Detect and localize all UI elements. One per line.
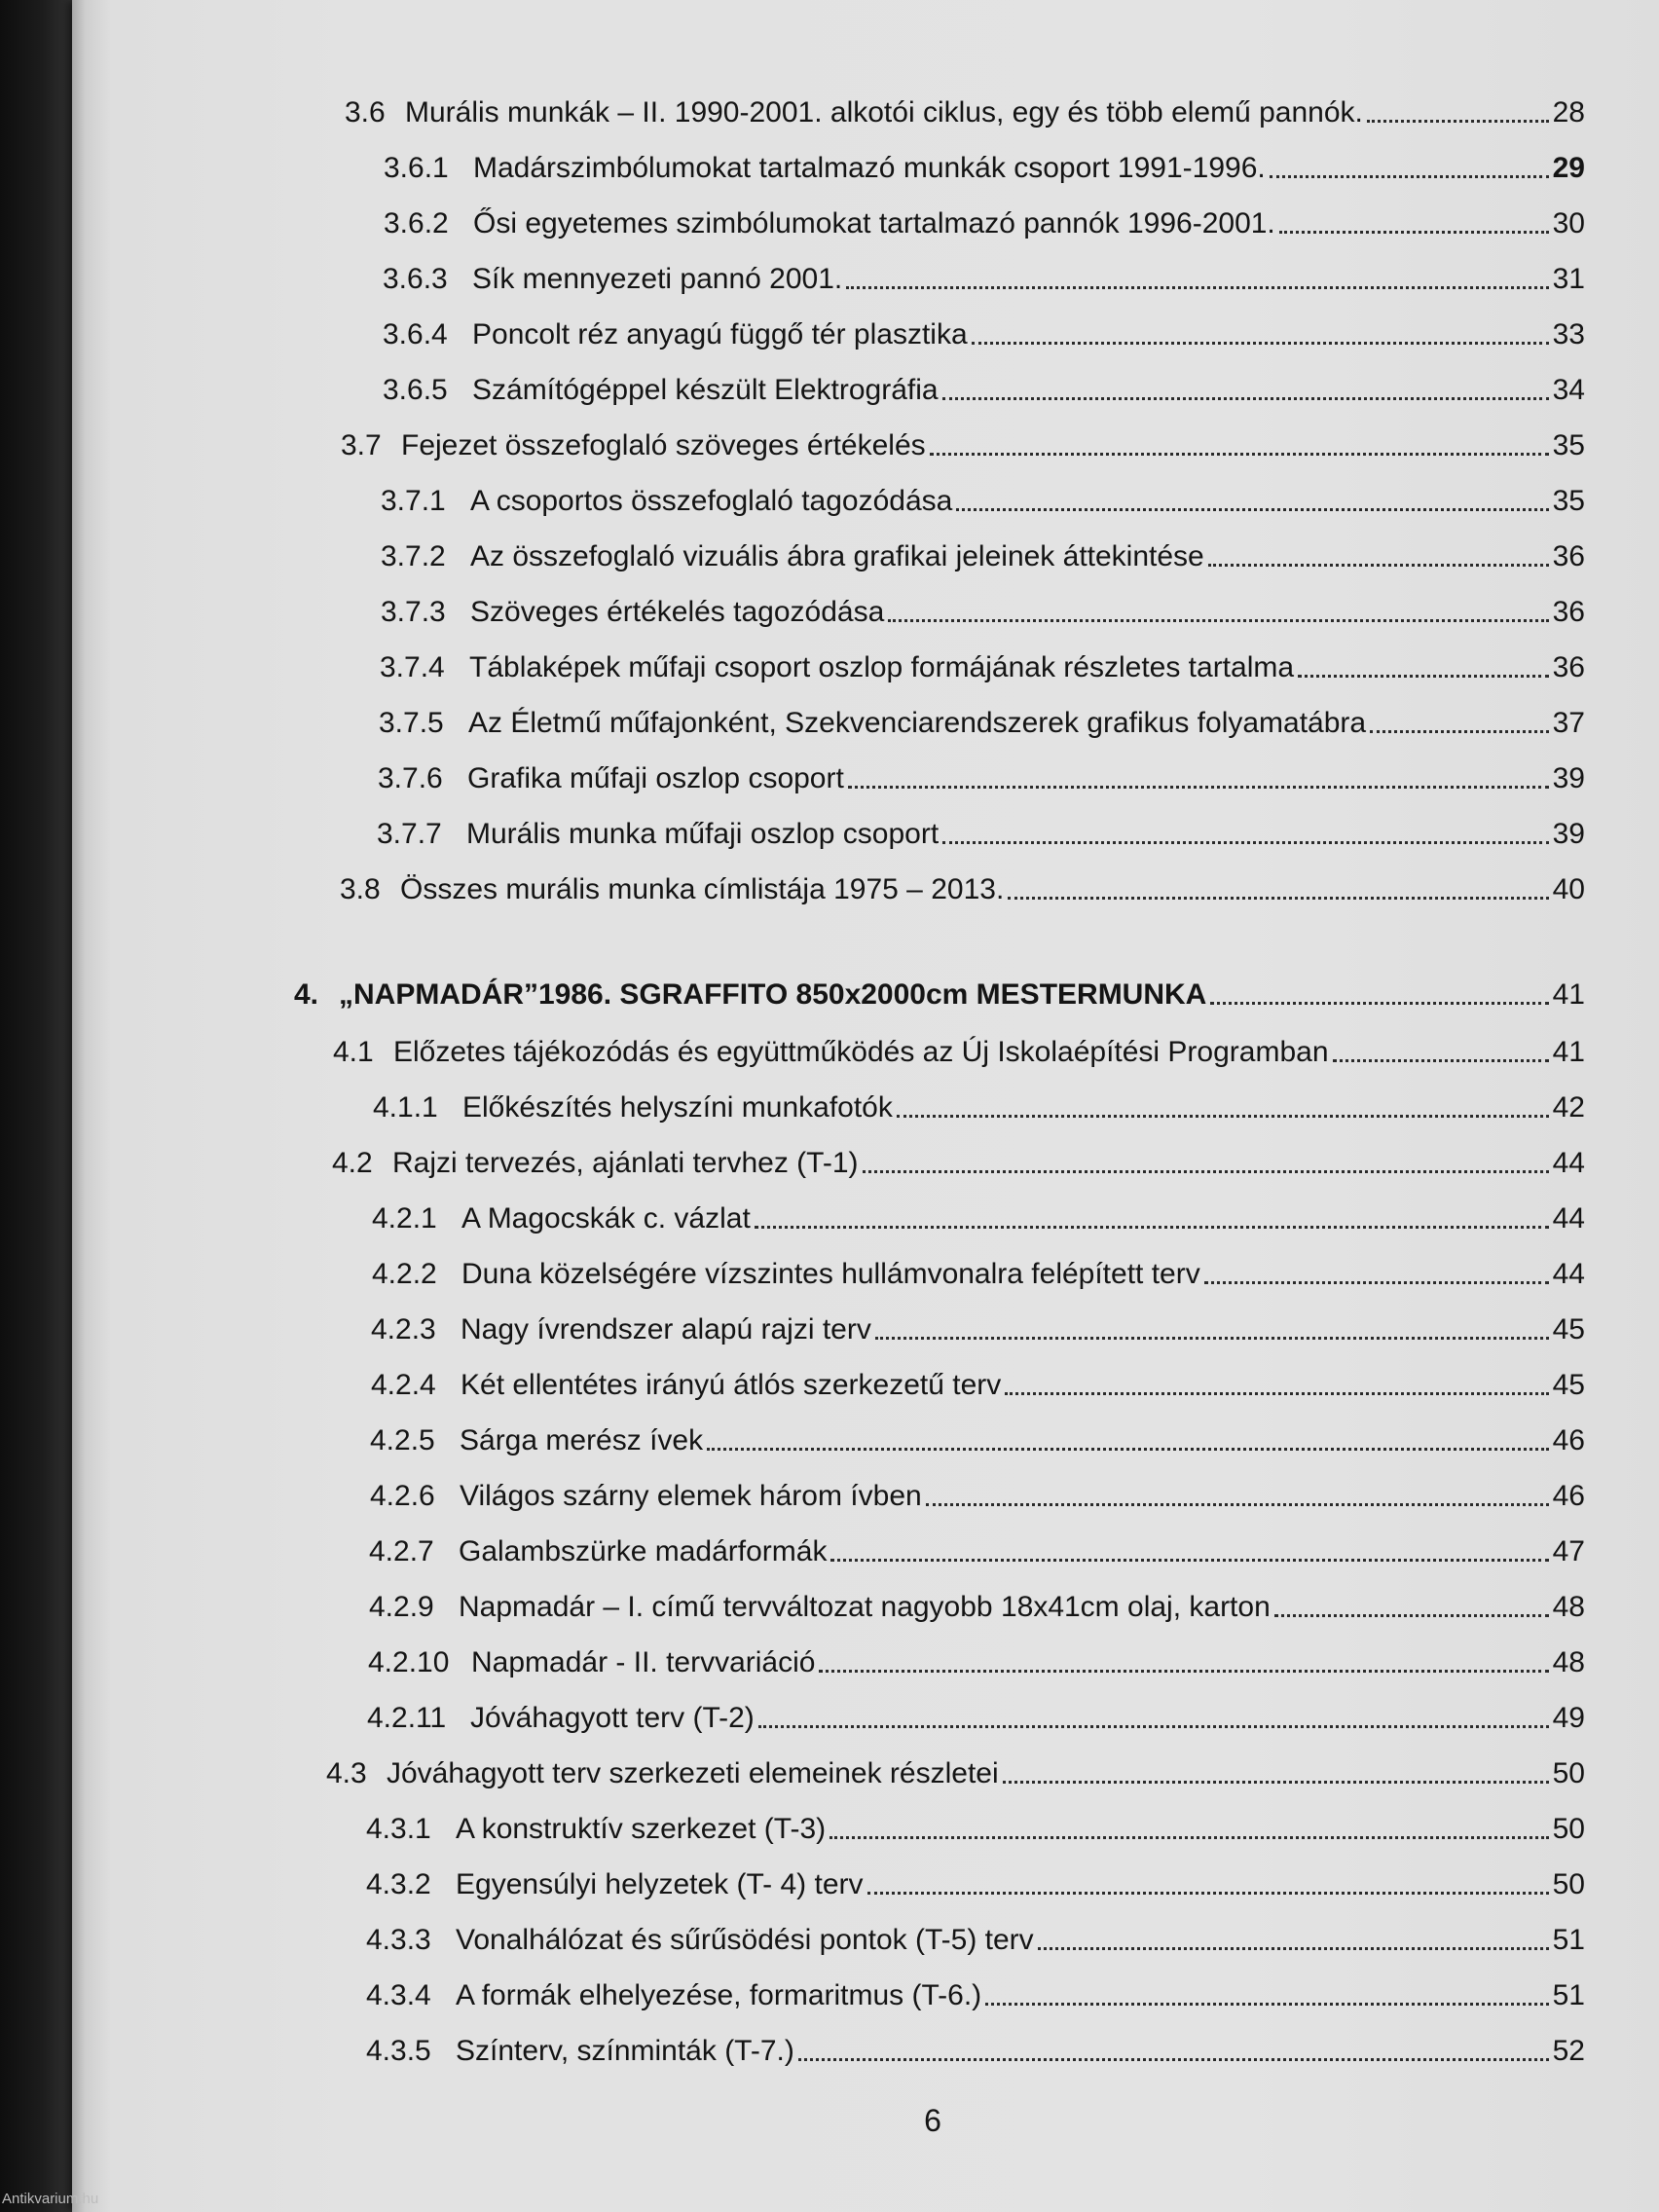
toc-entry-page: 41 [1552, 978, 1585, 1011]
dot-leader [1298, 675, 1549, 678]
toc-entry-title: Vonalhálózat és sűrűsödési pontok (T-5) terv [456, 1924, 1034, 1956]
dot-leader [863, 1170, 1549, 1173]
dot-leader [758, 1725, 1549, 1728]
toc-entry [369, 1590, 1585, 1625]
dot-leader [942, 841, 1549, 844]
toc-entry [372, 1257, 1585, 1292]
toc-entry-page: 35 [1552, 485, 1585, 517]
toc-entry [379, 706, 1585, 741]
dot-leader [707, 1448, 1549, 1451]
toc-entry [384, 151, 1585, 186]
toc-entry-title: Az összefoglaló vizuális ábra grafikai jeleinek áttekintése [470, 540, 1204, 572]
dot-leader [819, 1670, 1549, 1673]
toc-entry [340, 872, 1585, 907]
toc-entry-title: Összes murális munka címlistája 1975 – 2013. [400, 873, 1005, 905]
toc-entry-page: 50 [1552, 1813, 1585, 1845]
toc-entry [373, 1090, 1585, 1125]
toc-entry [384, 206, 1585, 241]
dot-leader [1270, 175, 1549, 178]
toc-entry-title: A csoportos összefoglaló tagozódása [470, 485, 953, 517]
dot-leader [846, 286, 1549, 289]
toc-entry-number: 4.2.10 [368, 1646, 450, 1678]
dot-leader [1038, 1947, 1549, 1950]
dot-leader [875, 1337, 1549, 1340]
toc-entry-number: 4.3.2 [366, 1868, 431, 1900]
toc-entry-title: Murális munka műfaji oszlop csoport [466, 818, 940, 850]
dot-leader [848, 786, 1549, 789]
toc-entry-title: Előzetes tájékozódás és együttműködés az Új Iskolaépítési Programban [393, 1036, 1329, 1068]
toc-entry [383, 373, 1585, 408]
toc-entry-title: Napmadár – I. című tervváltozat nagyobb 18x41cm olaj, karton [459, 1591, 1271, 1623]
toc-entry [381, 595, 1585, 630]
toc-chapter-entry [294, 977, 1585, 1013]
toc-entry-number: 3.6.4 [383, 318, 448, 350]
dot-leader [830, 1836, 1549, 1839]
toc-entry [383, 317, 1585, 352]
toc-entry-page: 31 [1552, 263, 1585, 295]
toc-entry-title: Táblaképek műfaji csoport oszlop formájának részletes tartalma [469, 651, 1295, 683]
toc-entry-title: Jóváhagyott terv szerkezeti elemeinek részletei [387, 1757, 999, 1789]
toc-entry [332, 1146, 1585, 1181]
toc-entry [370, 1423, 1585, 1458]
dot-leader [972, 342, 1549, 345]
toc-entry-page: 30 [1552, 207, 1585, 240]
toc-entry-number: 3.6.2 [384, 207, 449, 240]
page-number: 6 [924, 2103, 941, 2138]
toc-entry-title: A Magocskák c. vázlat [461, 1202, 751, 1235]
toc-entry-title: Fejezet összefoglaló szöveges értékelés [401, 429, 926, 461]
toc-entry-page: 39 [1552, 818, 1585, 850]
toc-entry-title: Világos szárny elemek három ívben [460, 1480, 922, 1512]
toc-entry-number: 4.2.5 [370, 1424, 435, 1456]
toc-entry-page: 46 [1552, 1480, 1585, 1512]
dot-leader [1204, 1281, 1549, 1284]
toc-entry-title: Galambszürke madárformák [459, 1535, 828, 1567]
toc-entry-title: Murális munkák – II. 1990-2001. alkotói ciklus, egy és több elemű pannók. [405, 96, 1363, 129]
toc-entry [368, 1645, 1585, 1680]
toc-entry-number: 3.6 [345, 96, 386, 129]
dot-leader [926, 1503, 1549, 1506]
toc-entry-title: Grafika műfaji oszlop csoport [467, 762, 844, 794]
toc-entry-number: 4.1 [333, 1036, 374, 1068]
toc-entry-title: Színterv, színminták (T-7.) [456, 2035, 794, 2067]
toc-entry-number: 4.3.3 [366, 1924, 431, 1956]
toc-entry-page: 34 [1552, 374, 1585, 406]
toc-entry [366, 2034, 1585, 2069]
dot-leader [1274, 1614, 1549, 1617]
toc-entry-page: 36 [1552, 540, 1585, 572]
dot-leader [830, 1559, 1549, 1562]
toc-entry [341, 428, 1585, 463]
toc-entry-page: 36 [1552, 596, 1585, 628]
toc-entry-title: Két ellentétes irányú átlós szerkezetű terv [461, 1369, 1002, 1401]
toc-entry-number: 3.7.7 [377, 818, 442, 850]
toc-entry-number: 4. [294, 978, 319, 1011]
dot-leader [1370, 730, 1549, 733]
toc-entry-title: A formák elhelyezése, formaritmus (T-6.) [456, 1979, 982, 2011]
toc-entry-page: 33 [1552, 318, 1585, 350]
dot-leader [956, 508, 1549, 511]
toc-entry [371, 1312, 1585, 1347]
toc-entry-page: 44 [1552, 1202, 1585, 1235]
toc-entry-page: 48 [1552, 1591, 1585, 1623]
toc-entry-title: Sárga merész ívek [460, 1424, 704, 1456]
toc-entry-number: 3.6.1 [384, 152, 449, 184]
dot-leader [1333, 1059, 1549, 1062]
dot-leader [1005, 1392, 1549, 1395]
toc-entry-page: 47 [1552, 1535, 1585, 1567]
toc-entry-title: Poncolt réz anyagú függő tér plasztika [472, 318, 968, 350]
toc-entry [366, 1923, 1585, 1958]
toc-entry [381, 539, 1585, 574]
toc-entry-title: Madárszimbólumokat tartalmazó munkák csoport 1991-1996. [473, 152, 1266, 184]
toc-entry [380, 650, 1585, 685]
toc-entry-title: Ősi egyetemes szimbólumokat tartalmazó pannók 1996-2001. [473, 207, 1275, 240]
toc-entry [333, 1035, 1585, 1070]
toc-entry-title: Nagy ívrendszer alapú rajzi terv [461, 1313, 871, 1346]
toc-entry-page: 39 [1552, 762, 1585, 794]
toc-entry-number: 4.2 [332, 1147, 373, 1179]
toc-entry-title: Szöveges értékelés tagozódása [470, 596, 885, 628]
dot-leader [1208, 564, 1549, 567]
toc-entry-page: 49 [1552, 1702, 1585, 1734]
toc-entry [326, 1756, 1585, 1791]
toc-entry [366, 1812, 1585, 1847]
dot-leader [755, 1226, 1549, 1229]
toc-entry [369, 1534, 1585, 1569]
toc-entry-number: 4.3 [326, 1757, 367, 1789]
toc-entry [367, 1701, 1585, 1736]
toc-entry-page: 46 [1552, 1424, 1585, 1456]
toc-entry-number: 4.2.4 [371, 1369, 436, 1401]
toc-entry-title: Az Életmű műfajonként, Szekvenciarendszerek grafikus folyamatábra [468, 707, 1367, 739]
dot-leader [930, 453, 1549, 456]
toc-entry-number: 4.2.7 [369, 1535, 434, 1567]
toc-entry-title: Számítógéppel készült Elektrográfia [472, 374, 939, 406]
toc-entry-page: 52 [1552, 2035, 1585, 2067]
toc-entry-number: 4.3.5 [366, 2035, 431, 2067]
toc-entry-page: 41 [1552, 1036, 1585, 1068]
toc-entry-page: 51 [1552, 1924, 1585, 1956]
toc-entry-title: Duna közelségére vízszintes hullámvonalra felépített terv [461, 1258, 1200, 1290]
toc-entry [377, 817, 1585, 852]
dot-leader [1003, 1781, 1549, 1784]
toc-entry [383, 262, 1585, 297]
toc-entry-number: 4.1.1 [373, 1091, 438, 1124]
dot-leader [1367, 120, 1549, 123]
toc-entry [345, 95, 1585, 130]
toc-entry-page: 45 [1552, 1313, 1585, 1346]
toc-entry [372, 1201, 1585, 1236]
toc-entry-page: 42 [1552, 1091, 1585, 1124]
toc-entry-page: 48 [1552, 1646, 1585, 1678]
toc-entry-page: 35 [1552, 429, 1585, 461]
toc-entry-page: 28 [1552, 96, 1585, 129]
toc-entry-page: 50 [1552, 1868, 1585, 1900]
toc-entry-page: 40 [1552, 873, 1585, 905]
toc-entry-title: Előkészítés helyszíni munkafotók [462, 1091, 893, 1124]
watermark: Antikvarium.hu [2, 2191, 99, 2207]
dot-leader [798, 2058, 1549, 2061]
toc-entry-number: 3.6.3 [383, 263, 448, 295]
toc-entry [381, 484, 1585, 519]
toc-entry-number: 3.7.2 [381, 540, 446, 572]
toc-entry-number: 4.2.2 [372, 1258, 437, 1290]
toc-entry-number: 3.7.3 [381, 596, 446, 628]
toc-entry-title: Rajzi tervezés, ajánlati tervhez (T-1) [392, 1147, 859, 1179]
toc-entry-title: A konstruktív szerkezet (T-3) [456, 1813, 827, 1845]
toc-entry-number: 4.2.9 [369, 1591, 434, 1623]
toc-entry [366, 1978, 1585, 2013]
dot-leader [897, 1115, 1549, 1118]
toc-entry [370, 1479, 1585, 1514]
toc-entry-page: 29 [1552, 152, 1585, 184]
dot-leader [1008, 897, 1549, 900]
dot-leader [985, 2003, 1549, 2006]
toc-entry-number: 3.7.4 [380, 651, 445, 683]
toc-entry-number: 4.2.6 [370, 1480, 435, 1512]
toc-entry-page: 44 [1552, 1147, 1585, 1179]
toc-entry-number: 3.7 [341, 429, 382, 461]
dot-leader [888, 619, 1549, 622]
toc-entry-number: 3.7.5 [379, 707, 444, 739]
toc-entry-title: Napmadár - II. tervvariáció [471, 1646, 816, 1678]
dot-leader [867, 1892, 1550, 1895]
toc-entry-number: 4.3.4 [366, 1979, 431, 2011]
toc-entry-title: Jóváhagyott terv (T-2) [470, 1702, 755, 1734]
toc-entry-page: 36 [1552, 651, 1585, 683]
toc-entry-page: 50 [1552, 1757, 1585, 1789]
toc-entry-number: 4.2.3 [371, 1313, 436, 1346]
toc-entry-page: 44 [1552, 1258, 1585, 1290]
toc-entry [378, 761, 1585, 796]
toc-entry-page: 51 [1552, 1979, 1585, 2011]
toc-entry [371, 1368, 1585, 1403]
toc-entry-number: 4.3.1 [366, 1813, 431, 1845]
toc-entry-number: 3.6.5 [383, 374, 448, 406]
toc-entry-page: 37 [1552, 707, 1585, 739]
toc-entry-title: Egyensúlyi helyzetek (T- 4) terv [456, 1868, 864, 1900]
toc-entry-number: 3.7.1 [381, 485, 446, 517]
toc-entry-number: 3.8 [340, 873, 381, 905]
toc-entry-title: Sík mennyezeti pannó 2001. [472, 263, 843, 295]
toc-entry-number: 3.7.6 [378, 762, 443, 794]
dot-leader [1210, 1002, 1549, 1005]
toc-entry-page: 45 [1552, 1369, 1585, 1401]
toc-entry [366, 1867, 1585, 1902]
toc-entry-number: 4.2.1 [372, 1202, 437, 1235]
toc-entry-title: „NAPMADÁR”1986. SGRAFFITO 850x2000cm MESTERMUNKA [339, 978, 1207, 1011]
dot-leader [1279, 231, 1549, 234]
dot-leader [942, 397, 1549, 400]
toc-entry-number: 4.2.11 [367, 1702, 447, 1734]
